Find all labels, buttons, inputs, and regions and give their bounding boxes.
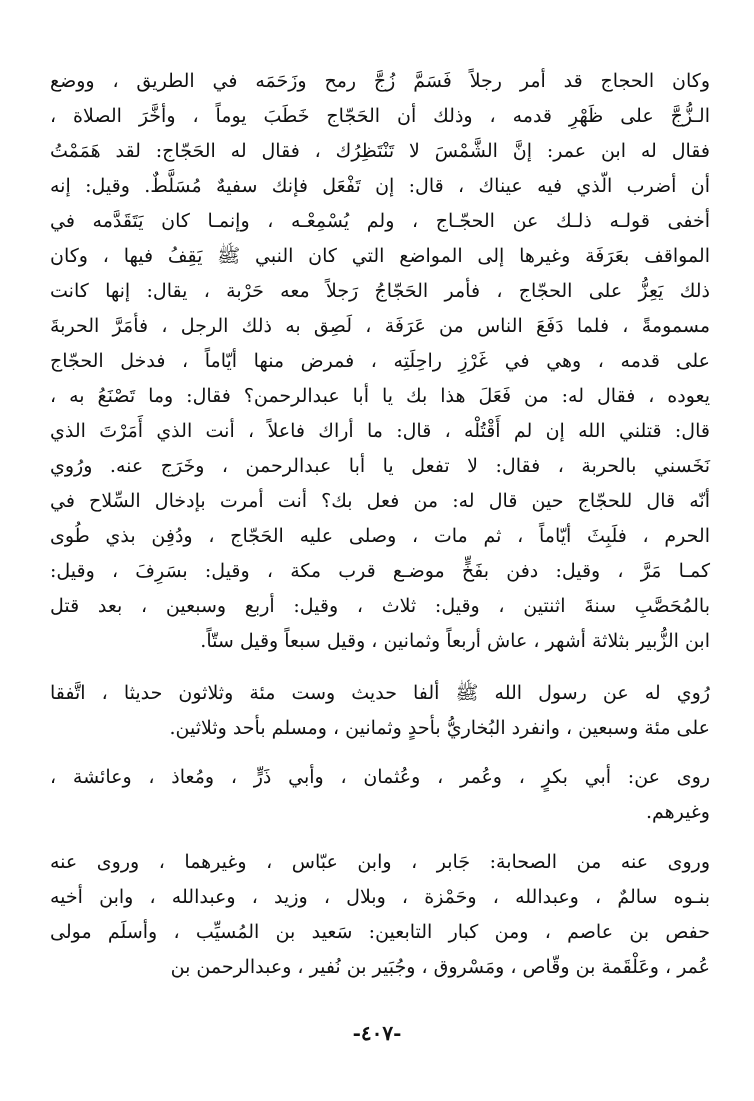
text-line: قال: قتلني الله إن لم أَقْتُلْه ، قال: ما أراك فاعلاً ، أنت الذي أَمَرْتَ الذي: [50, 420, 710, 442]
paragraph-narrated-from: [50, 760, 710, 830]
text-line: عُمر ، وعَلْقَمة بن وقّاص ، ومَسْروق ، وجُبَير بن نُفير ، وعبدالرحمن بن: [170, 956, 710, 978]
text-line: مسمومةً ، فلما دَفَعَ الناس من عَرَفَة ، لَصِق به ذلك الرجل ، فأمَرَّ الحربةَ: [50, 315, 710, 337]
text-line: المواقف بعَرَفَة وغيرها إلى المواضع التي كان النبي ﷺ يَقِفُ فيها ، وكان: [50, 245, 710, 267]
text-line: حفص بن عاصم ، ومن كبار التابعين: سَعيد بن المُسيِّب ، وأسلَم مولى: [50, 921, 710, 943]
text-line: روى عن: أبي بكرٍ ، وعُمر ، وعُثمان ، وأبي ذَرٍّ ، ومُعاذ ، وعائشة ،: [50, 766, 710, 788]
text-line: يعوده ، فقال له: من فَعَلَ هذا بك يا أبا عبدالرحمن؟ فقال: وما تَصْنَعُ به ،: [50, 385, 710, 407]
text-line: بالمُحَصَّبِ سنةَ اثنتين ، وقيل: ثلاث ، وقيل: أربع وسبعين ، بعد قتل: [50, 595, 710, 617]
text-line: فقال له ابن عمر: إنَّ الشَّمْسَ لا تَنْتَظِرُك ، فقال له الحَجّاج: لقد هَمَمْتُ: [50, 140, 710, 162]
paragraph-story: [50, 64, 710, 659]
text-line: الـزُّجَّ على ظَهْرِ قدمه ، وذلك أن الحَجّاج خَطَبَ يوماً ، وأخَّرَ الصلاة ،: [50, 105, 710, 127]
text-line: أخفى قولـه ذلـك عن الحجّـاج ، ولم يُسْمِعْـه ، وإنمـا كان يَتَقَدَّمه في: [50, 210, 710, 232]
text-line: نَخَسني بالحربة ، فقال: لا تفعل يا أبا عبدالرحمن ، وخَرَج عنه. ورُوي: [50, 455, 710, 477]
text-line: كمـا مَرَّ ، وقيل: دفن بفَخٍّ موضـع قرب مكة ، وقيل: بسَرِفَ ، وقيل:: [50, 560, 710, 582]
text-line: ذلك يَعِزُّ على الحجّاج ، فأمر الحَجّاجُ رَجلاً معه حَرْبة ، يقال: إنها كانت: [50, 280, 710, 302]
paragraph-hadith-count: [50, 676, 710, 746]
text-line: رُوي له عن رسول الله ﷺ ألفا حديث وست مئة وثلاثون حديثا ، اتَّفقا: [50, 682, 710, 704]
text-line: وغيرهم.: [645, 801, 710, 823]
page-number: -٤٠٧-: [352, 1021, 402, 1045]
text-line: الحرم ، فلَبِثَ أيّاماً ، ثم مات ، وصلى عليه الحَجّاج ، ودُفِن بذي طُوى: [50, 525, 710, 547]
text-line: بنـوه سالمٌ ، وعبدالله ، وحَمْزة ، وبلال ، وزيد ، وعبدالله ، وابن أخيه: [50, 886, 710, 908]
text-line: على مئة وسبعين ، وانفرد البُخاريُّ بأحدٍ وثمانين ، ومسلم بأحد وثلاثين.: [169, 717, 710, 739]
text-line: وروى عنه من الصحابة: جَابر ، وابن عبّاس ، وغيرهما ، وروى عنه: [50, 851, 710, 873]
paragraph-narrators: [50, 845, 710, 985]
text-line: أنّه قال للحجّاج حين قال له: من فعل بك؟ أنت أمرت بإدخال السِّلاح في: [50, 490, 710, 512]
text-line: ابن الزُّبير بثلاثة أشهر ، عاش أربعاً وثمانين ، وقيل سبعاً وقيل ستّاً.: [200, 630, 710, 652]
text-line: على قدمه ، وهي في غَرْزِ راحِلَتِه ، فمرض منها أيّاماً ، فدخل الحجّاج: [50, 350, 710, 372]
text-line: وكان الحجاج قد أمر رجلاً فَسَمَّ زُجَّ رمح وزَحَمَه في الطريق ، ووضع: [50, 70, 710, 92]
text-line: أن أضرب الّذي فيه عيناك ، قال: إن تَفْعَل فإنك سفيهٌ مُسَلَّطٌ. وقيل: إنه: [50, 175, 710, 197]
